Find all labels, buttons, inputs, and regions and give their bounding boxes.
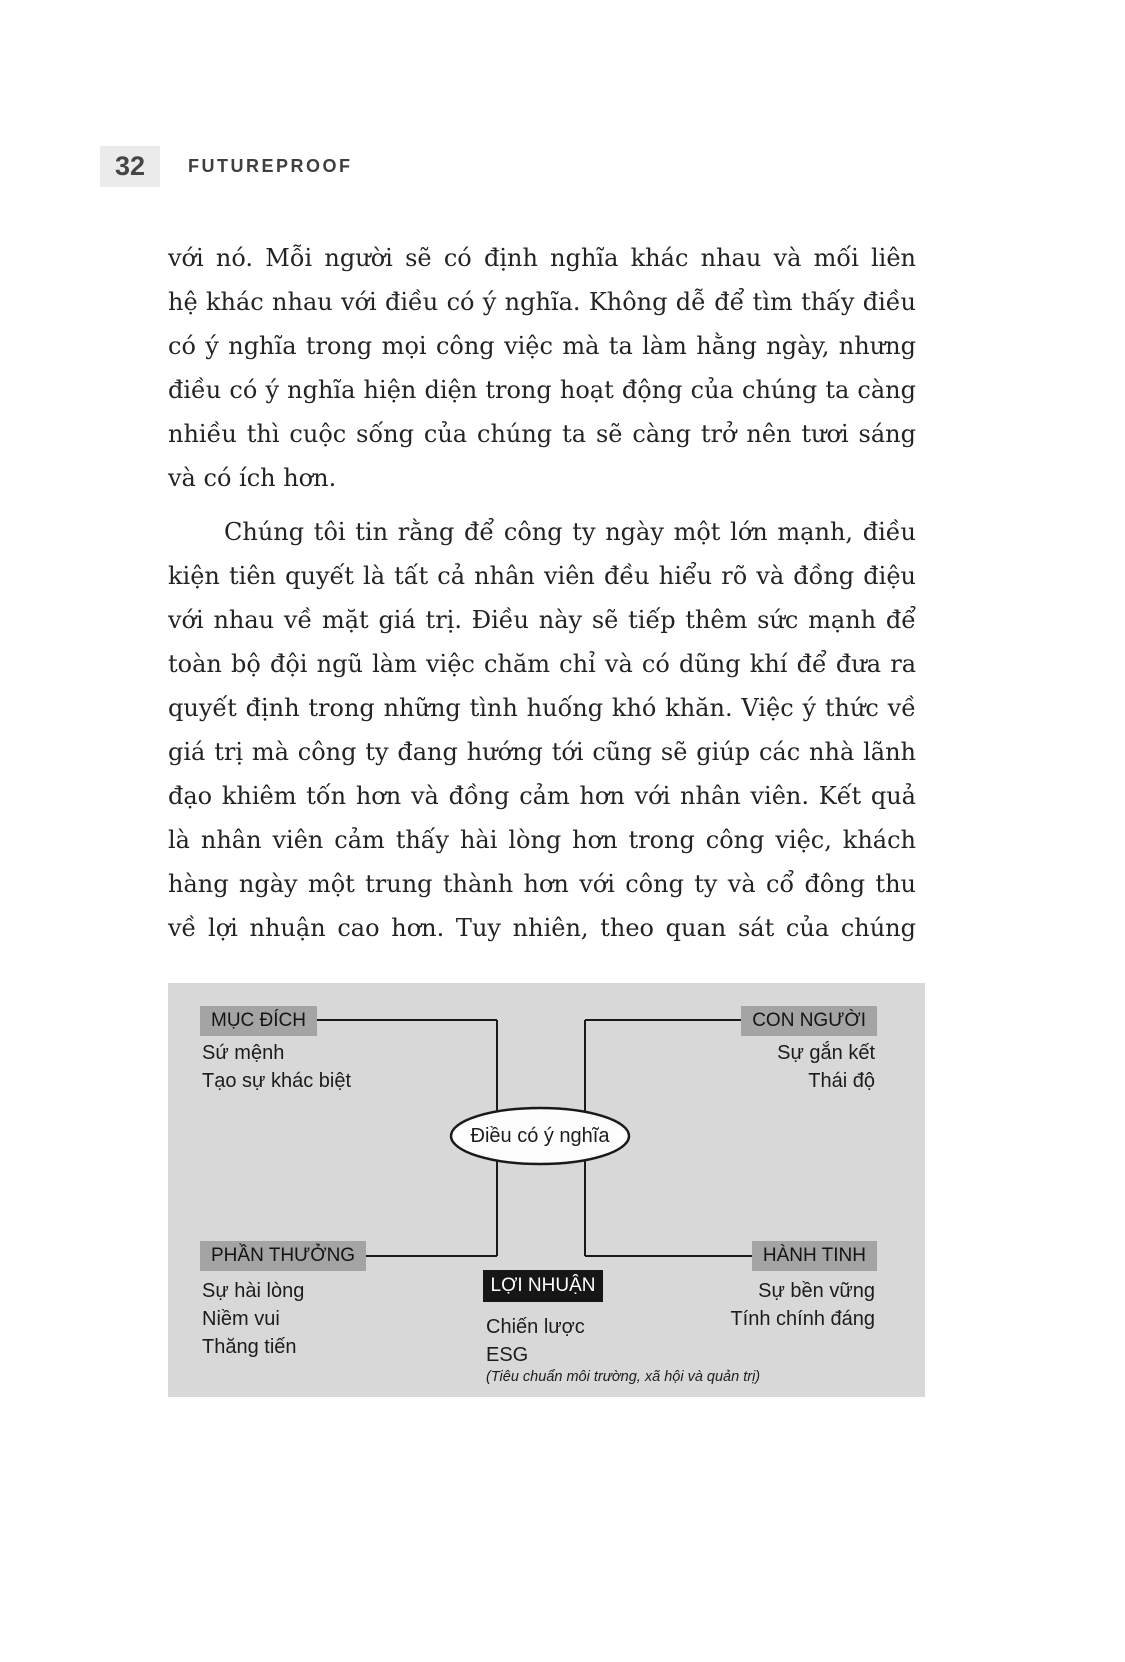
page-header <box>100 146 353 187</box>
text-line: toàn bộ đội ngũ làm việc chăm chỉ và có dũng khí để đưa ra <box>168 650 916 678</box>
center-node-label: Điều có ý nghĩa <box>470 1124 610 1147</box>
text-line: hàng ngày một trung thành hơn với công ty và cổ đông thu <box>168 870 916 898</box>
profit-item: Chiến lược <box>486 1316 585 1338</box>
planet-item: Tính chính đáng <box>730 1308 875 1330</box>
profit-node-label: LỢI NHUẬN <box>483 1270 603 1302</box>
profit-item: ESG <box>486 1344 529 1366</box>
text-line: giá trị mà công ty đang hướng tới cũng sẽ giúp các nhà lãnh <box>168 738 916 766</box>
text-line: quyết định trong những tình huống khó khăn. Việc ý thức về <box>168 694 916 722</box>
reward-node-items <box>202 1277 304 1361</box>
people-node-items <box>777 1039 875 1095</box>
running-title: FUTUREPROOF <box>188 156 353 176</box>
text-line: kiện tiên quyết là tất cả nhân viên đều hiểu rõ và đồng điệu <box>168 562 916 590</box>
profit-node-note: (Tiêu chuẩn môi trường, xã hội và quản trị) <box>486 1369 761 1385</box>
reward-item: Niềm vui <box>202 1308 280 1330</box>
text-line: đạo khiêm tốn hơn và đồng cảm hơn với nhân viên. Kết quả <box>168 782 916 810</box>
reward-node-label: PHẦN THƯỞNG <box>200 1241 366 1271</box>
text-line: về lợi nhuận cao hơn. Tuy nhiên, theo quan sát của chúng <box>168 914 916 942</box>
people-item: Thái độ <box>808 1070 875 1092</box>
text-line: với nó. Mỗi người sẽ có định nghĩa khác nhau và mối liên <box>168 244 916 272</box>
profit-node-items <box>486 1313 585 1369</box>
people-item: Sự gắn kết <box>777 1042 875 1064</box>
purpose-node-label: MỤC ĐÍCH <box>200 1006 317 1036</box>
purpose-node-items <box>202 1039 351 1095</box>
text-line: với nhau về mặt giá trị. Điều này sẽ tiếp thêm sức mạnh để <box>168 606 916 634</box>
planet-item: Sự bền vững <box>758 1280 875 1302</box>
paragraph-1 <box>168 236 916 500</box>
text-line: và có ích hơn. <box>168 464 337 492</box>
paragraph-2 <box>168 510 916 950</box>
planet-node-items <box>730 1277 875 1333</box>
purpose-item: Sứ mệnh <box>202 1042 285 1064</box>
text-line: hệ khác nhau với điều có ý nghĩa. Không dễ để tìm thấy điều <box>168 288 916 316</box>
text-line: có ý nghĩa trong mọi công việc mà ta làm hằng ngày, nhưng <box>168 332 916 360</box>
reward-item: Thăng tiến <box>202 1336 297 1358</box>
people-node-label: CON NGƯỜI <box>741 1006 877 1036</box>
text-line: Chúng tôi tin rằng để công ty ngày một lớn mạnh, điều <box>224 518 916 546</box>
text-line: là nhân viên cảm thấy hài lòng hơn trong công việc, khách <box>168 826 916 854</box>
body-text <box>168 236 916 950</box>
text-line: nhiều thì cuộc sống của chúng ta sẽ càng trở nên tươi sáng <box>168 420 916 448</box>
planet-node-label: HÀNH TINH <box>752 1241 877 1271</box>
diagram-panel <box>168 983 925 1397</box>
text-line: điều có ý nghĩa hiện diện trong hoạt động của chúng ta càng <box>168 376 916 404</box>
purpose-item: Tạo sự khác biệt <box>202 1070 352 1092</box>
page-number: 32 <box>100 146 160 187</box>
reward-item: Sự hài lòng <box>202 1280 305 1302</box>
